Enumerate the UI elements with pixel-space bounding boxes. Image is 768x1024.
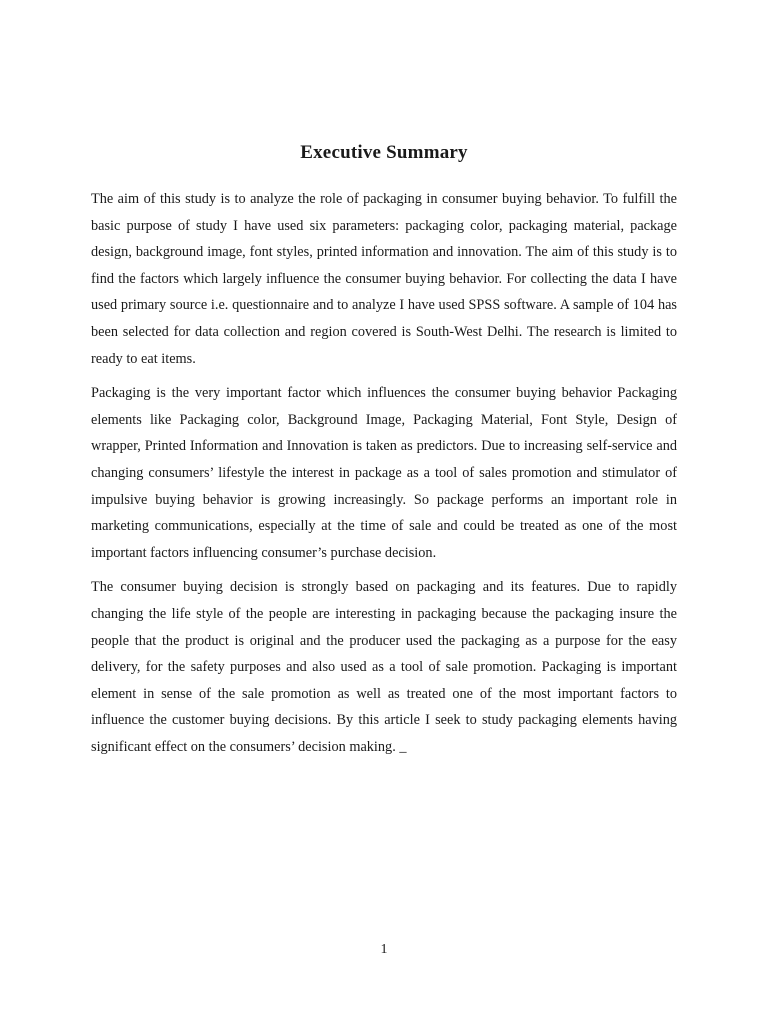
paragraph-1: The aim of this study is to analyze the role of packaging in consumer buying behavior. To fulfill the basic purpose of study I have used six parameters: packaging color, packaging material, package design, background image, font styles, printed information and innovation. The aim of this study is to find the factors which largely influence the consumer buying behavior. For collecting the data I have used primary source i.e. questionnaire and to analyze I have used SPSS software. A sample of 104 has been selected for data collection and region covered is South-West Delhi. The research is limited to ready to eat items. (91, 191, 677, 367)
document-body (91, 186, 677, 768)
page-title: Executive Summary (300, 142, 468, 163)
paragraph-2: Packaging is the very important factor which influences the consumer buying behavior Packaging elements like Packaging color, Background Image, Packaging Material, Font Style, Design of wrapper, Printed Information and Innovation is taken as predictors. Due to increasing self-service and changing consumers’ lifestyle the interest in package as a tool of sales promotion and stimulator of impulsive buying behavior is growing increasingly. So package performs an important role in marketing communications, especially at the time of sale and could be treated as one of the most important factors influencing consumer’s purchase decision. (91, 385, 677, 561)
page-number: 1 (380, 942, 388, 957)
paragraph-3: The consumer buying decision is strongly based on packaging and its features. Due to rapidly changing the life style of the people are interesting in packaging because the packaging insure the people that the product is original and the producer used the packaging as a purpose for the easy delivery, for the safety purposes and also used as a tool of sale promotion. Packaging is important element in sense of the sale promotion as well as treated one of the most important factors to influence the customer buying decisions. By this article I seek to study packaging elements having significant effect on the consumers’ decision making. _ (91, 579, 677, 755)
